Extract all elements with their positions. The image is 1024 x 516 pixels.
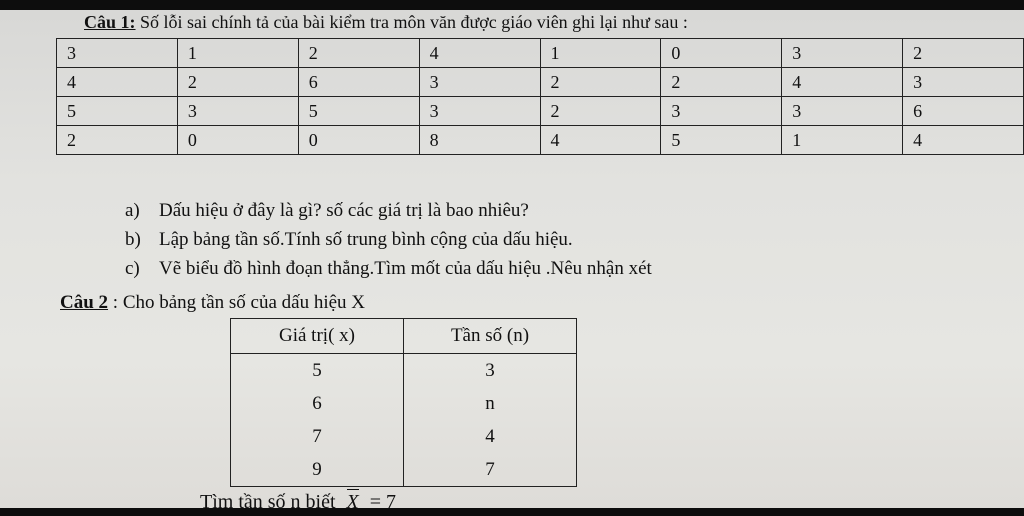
part-c-text: Vẽ biểu đồ hình đoạn thẳng.Tìm mốt của dấu hiệu .Nêu nhận xét: [159, 258, 652, 279]
part-a: [125, 196, 652, 225]
table-cell: 2: [661, 68, 782, 97]
value-cell: 7: [231, 420, 404, 453]
header-frequency: Tần số (n): [404, 319, 577, 354]
table-row: [57, 97, 1024, 126]
frequency-cell: 3: [404, 354, 577, 388]
table-cell: 4: [903, 126, 1024, 155]
table-row: [57, 126, 1024, 155]
table-cell: 4: [782, 68, 903, 97]
question-2-title: [60, 292, 365, 314]
header-value: Giá trị( x): [231, 319, 404, 354]
table-cell: 0: [661, 39, 782, 68]
error-count-table: [56, 38, 1024, 155]
table-row: [231, 420, 577, 453]
table-row: [57, 68, 1024, 97]
table-cell: 3: [57, 39, 178, 68]
table-row: [231, 354, 577, 388]
table-cell: 6: [903, 97, 1024, 126]
frequency-cell: 7: [404, 453, 577, 487]
table-cell: 5: [298, 97, 419, 126]
value-cell: 6: [231, 387, 404, 420]
value-cell: 9: [231, 453, 404, 487]
table-cell: 3: [782, 97, 903, 126]
table-cell: 4: [57, 68, 178, 97]
table-row: [231, 453, 577, 487]
table-cell: 4: [419, 39, 540, 68]
paper-sheet: [0, 10, 1024, 508]
find-frequency-prompt: [200, 491, 396, 508]
question-1-parts: [125, 196, 652, 283]
table-cell: 1: [540, 39, 661, 68]
table-cell: 5: [57, 97, 178, 126]
part-a-marker: a): [125, 200, 140, 221]
table-cell: 3: [782, 39, 903, 68]
part-b: [125, 225, 652, 254]
table-cell: 0: [298, 126, 419, 155]
table-cell: 6: [298, 68, 419, 97]
table-cell: 2: [540, 68, 661, 97]
frequency-table-header-row: [231, 319, 577, 354]
question-2-text: : Cho bảng tần số của dấu hiệu X: [112, 292, 366, 313]
table-row: [57, 39, 1024, 68]
mean-value: = 7: [369, 491, 397, 508]
top-black-border: [0, 0, 1024, 10]
table-cell: 2: [57, 126, 178, 155]
table-cell: 3: [903, 68, 1024, 97]
table-cell: 2: [540, 97, 661, 126]
question-1-title: [84, 12, 688, 33]
question-1-label: Câu 1:: [84, 12, 136, 32]
find-text: Tìm tần số n biết: [200, 491, 336, 508]
mean-symbol: X: [347, 491, 359, 508]
part-c-marker: c): [125, 258, 140, 279]
table-cell: 8: [419, 126, 540, 155]
frequency-table: [230, 318, 577, 487]
table-cell: 2: [177, 68, 298, 97]
table-cell: 3: [661, 97, 782, 126]
part-a-text: Dấu hiệu ở đây là gì? số các giá trị là bao nhiêu?: [159, 200, 529, 221]
part-b-text: Lập bảng tần số.Tính số trung bình cộng của dấu hiệu.: [159, 229, 573, 250]
bottom-black-border: [0, 508, 1024, 516]
table-cell: 3: [419, 68, 540, 97]
part-c: [125, 254, 652, 283]
question-2-label: Câu 2: [60, 292, 109, 313]
frequency-cell: 4: [404, 420, 577, 453]
value-cell: 5: [231, 354, 404, 388]
frequency-cell: n: [404, 387, 577, 420]
table-cell: 4: [540, 126, 661, 155]
table-cell: 3: [419, 97, 540, 126]
table-cell: 1: [782, 126, 903, 155]
table-cell: 5: [661, 126, 782, 155]
part-b-marker: b): [125, 229, 141, 250]
table-cell: 2: [903, 39, 1024, 68]
question-1-text: Số lỗi sai chính tả của bài kiểm tra môn văn được giáo viên ghi lại như sau :: [140, 12, 688, 32]
table-cell: 3: [177, 97, 298, 126]
table-cell: 0: [177, 126, 298, 155]
table-cell: 1: [177, 39, 298, 68]
table-cell: 2: [298, 39, 419, 68]
table-row: [231, 387, 577, 420]
